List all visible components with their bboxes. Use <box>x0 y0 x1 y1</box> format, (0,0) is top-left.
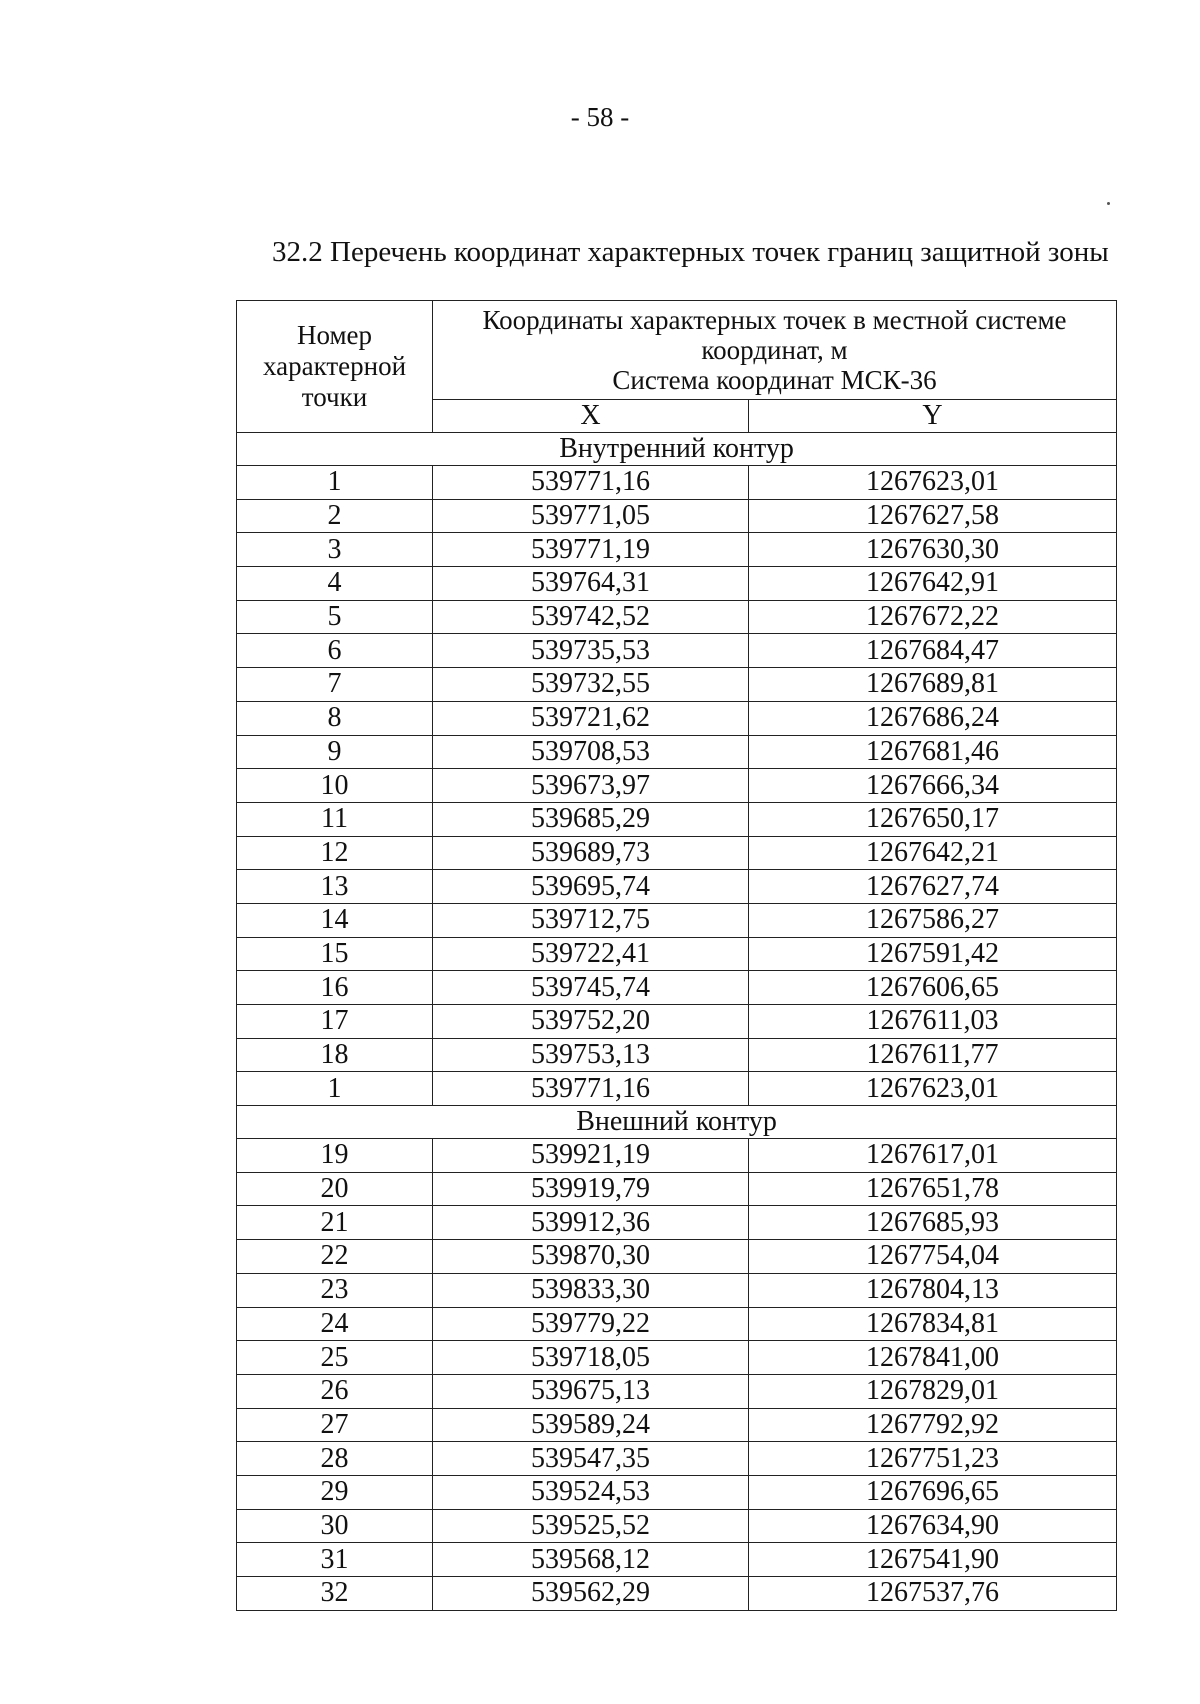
x-coordinate-cell: 539771,19 <box>433 533 749 567</box>
x-coordinate-cell: 539708,53 <box>433 735 749 769</box>
y-coordinate-cell: 1267672,22 <box>749 600 1117 634</box>
point-number-cell: 3 <box>237 533 433 567</box>
point-number-cell: 10 <box>237 769 433 803</box>
x-coordinate-cell: 539721,62 <box>433 701 749 735</box>
table-row <box>237 1408 1117 1442</box>
x-coordinate-cell: 539919,79 <box>433 1172 749 1206</box>
x-coordinate-cell: 539562,29 <box>433 1577 749 1611</box>
table-row <box>237 1509 1117 1543</box>
table-row <box>237 1005 1117 1039</box>
x-coordinate-cell: 539870,30 <box>433 1240 749 1274</box>
table-row <box>237 870 1117 904</box>
point-number-cell: 11 <box>237 802 433 836</box>
point-number-cell: 1 <box>237 1072 433 1106</box>
x-coordinate-cell: 539675,13 <box>433 1374 749 1408</box>
point-number-cell: 19 <box>237 1139 433 1173</box>
y-coordinate-cell: 1267642,91 <box>749 567 1117 601</box>
table-row <box>237 937 1117 971</box>
table-row <box>237 1273 1117 1307</box>
point-number-cell: 17 <box>237 1005 433 1039</box>
y-coordinate-cell: 1267623,01 <box>749 466 1117 500</box>
y-coordinate-cell: 1267650,17 <box>749 802 1117 836</box>
point-number-cell: 4 <box>237 567 433 601</box>
y-coordinate-cell: 1267751,23 <box>749 1442 1117 1476</box>
header-x: X <box>433 400 749 433</box>
point-number-cell: 22 <box>237 1240 433 1274</box>
table-row <box>237 567 1117 601</box>
y-coordinate-cell: 1267617,01 <box>749 1139 1117 1173</box>
header-coordinates-line-1: Координаты характерных точек в местной системе <box>482 305 1067 335</box>
y-coordinate-cell: 1267586,27 <box>749 903 1117 937</box>
y-coordinate-cell: 1267689,81 <box>749 668 1117 702</box>
y-coordinate-cell: 1267685,93 <box>749 1206 1117 1240</box>
x-coordinate-cell: 539753,13 <box>433 1038 749 1072</box>
header-point-number-line-1: Номер <box>296 320 373 350</box>
x-coordinate-cell: 539921,19 <box>433 1139 749 1173</box>
table-row <box>237 668 1117 702</box>
point-number-cell: 25 <box>237 1341 433 1375</box>
x-coordinate-cell: 539742,52 <box>433 600 749 634</box>
y-coordinate-cell: 1267591,42 <box>749 937 1117 971</box>
coordinates-table-body <box>237 301 1117 1611</box>
y-coordinate-cell: 1267630,30 <box>749 533 1117 567</box>
y-coordinate-cell: 1267651,78 <box>749 1172 1117 1206</box>
table-row <box>237 1206 1117 1240</box>
x-coordinate-cell: 539732,55 <box>433 668 749 702</box>
point-number-cell: 31 <box>237 1543 433 1577</box>
x-coordinate-cell: 539752,20 <box>433 1005 749 1039</box>
table-row <box>237 802 1117 836</box>
y-coordinate-cell: 1267681,46 <box>749 735 1117 769</box>
table-row <box>237 701 1117 735</box>
y-coordinate-cell: 1267541,90 <box>749 1543 1117 1577</box>
point-number-cell: 13 <box>237 870 433 904</box>
coordinates-table <box>236 300 1117 1611</box>
header-point-number-line-2: характерной <box>262 351 407 381</box>
point-number-cell: 16 <box>237 971 433 1005</box>
point-number-cell: 9 <box>237 735 433 769</box>
table-row <box>237 1577 1117 1611</box>
table-row <box>237 735 1117 769</box>
header-point-number <box>237 301 433 433</box>
y-coordinate-cell: 1267696,65 <box>749 1475 1117 1509</box>
point-number-cell: 24 <box>237 1307 433 1341</box>
header-point-number-line-3: точки <box>301 382 368 412</box>
x-coordinate-cell: 539547,35 <box>433 1442 749 1476</box>
x-coordinate-cell: 539764,31 <box>433 567 749 601</box>
point-number-cell: 14 <box>237 903 433 937</box>
table-row <box>237 499 1117 533</box>
section-header: Внешний контур <box>237 1106 1117 1139</box>
point-number-cell: 29 <box>237 1475 433 1509</box>
x-coordinate-cell: 539722,41 <box>433 937 749 971</box>
point-number-cell: 26 <box>237 1374 433 1408</box>
table-row <box>237 634 1117 668</box>
section-header-row <box>237 1106 1117 1139</box>
y-coordinate-cell: 1267623,01 <box>749 1072 1117 1106</box>
y-coordinate-cell: 1267627,58 <box>749 499 1117 533</box>
y-coordinate-cell: 1267611,03 <box>749 1005 1117 1039</box>
x-coordinate-cell: 539685,29 <box>433 802 749 836</box>
point-number-cell: 23 <box>237 1273 433 1307</box>
x-coordinate-cell: 539589,24 <box>433 1408 749 1442</box>
y-coordinate-cell: 1267666,34 <box>749 769 1117 803</box>
table-header-row <box>237 301 1117 400</box>
point-number-cell: 7 <box>237 668 433 702</box>
y-coordinate-cell: 1267684,47 <box>749 634 1117 668</box>
y-coordinate-cell: 1267611,77 <box>749 1038 1117 1072</box>
point-number-cell: 2 <box>237 499 433 533</box>
table-row <box>237 971 1117 1005</box>
x-coordinate-cell: 539695,74 <box>433 870 749 904</box>
x-coordinate-cell: 539833,30 <box>433 1273 749 1307</box>
table-row <box>237 533 1117 567</box>
point-number-cell: 8 <box>237 701 433 735</box>
section-header-row <box>237 433 1117 466</box>
x-coordinate-cell: 539718,05 <box>433 1341 749 1375</box>
point-number-cell: 6 <box>237 634 433 668</box>
x-coordinate-cell: 539568,12 <box>433 1543 749 1577</box>
x-coordinate-cell: 539779,22 <box>433 1307 749 1341</box>
table-row <box>237 466 1117 500</box>
y-coordinate-cell: 1267537,76 <box>749 1577 1117 1611</box>
table-row <box>237 769 1117 803</box>
header-coordinates-title <box>433 301 1117 400</box>
table-row <box>237 903 1117 937</box>
x-coordinate-cell: 539771,05 <box>433 499 749 533</box>
table-row <box>237 600 1117 634</box>
scan-speck <box>1107 202 1110 205</box>
header-y: Y <box>749 400 1117 433</box>
point-number-cell: 15 <box>237 937 433 971</box>
y-coordinate-cell: 1267834,81 <box>749 1307 1117 1341</box>
x-coordinate-cell: 539689,73 <box>433 836 749 870</box>
table-row <box>237 1307 1117 1341</box>
table-row <box>237 1374 1117 1408</box>
point-number-cell: 18 <box>237 1038 433 1072</box>
x-coordinate-cell: 539771,16 <box>433 466 749 500</box>
point-number-cell: 12 <box>237 836 433 870</box>
y-coordinate-cell: 1267627,74 <box>749 870 1117 904</box>
x-coordinate-cell: 539771,16 <box>433 1072 749 1106</box>
x-coordinate-cell: 539912,36 <box>433 1206 749 1240</box>
x-coordinate-cell: 539673,97 <box>433 769 749 803</box>
y-coordinate-cell: 1267841,00 <box>749 1341 1117 1375</box>
table-row <box>237 1139 1117 1173</box>
point-number-cell: 32 <box>237 1577 433 1611</box>
header-coordinates-line-2: координат, м <box>701 335 848 365</box>
point-number-cell: 20 <box>237 1172 433 1206</box>
point-number-cell: 28 <box>237 1442 433 1476</box>
point-number-cell: 27 <box>237 1408 433 1442</box>
point-number-cell: 30 <box>237 1509 433 1543</box>
y-coordinate-cell: 1267754,04 <box>749 1240 1117 1274</box>
y-coordinate-cell: 1267792,92 <box>749 1408 1117 1442</box>
x-coordinate-cell: 539712,75 <box>433 903 749 937</box>
x-coordinate-cell: 539525,52 <box>433 1509 749 1543</box>
section-header: Внутренний контур <box>237 433 1117 466</box>
header-coordinates-line-3: Система координат МСК-36 <box>612 365 937 395</box>
table-row <box>237 1442 1117 1476</box>
y-coordinate-cell: 1267804,13 <box>749 1273 1117 1307</box>
y-coordinate-cell: 1267642,21 <box>749 836 1117 870</box>
table-row <box>237 1038 1117 1072</box>
y-coordinate-cell: 1267634,90 <box>749 1509 1117 1543</box>
table-row <box>237 1475 1117 1509</box>
x-coordinate-cell: 539745,74 <box>433 971 749 1005</box>
table-row <box>237 1341 1117 1375</box>
point-number-cell: 5 <box>237 600 433 634</box>
y-coordinate-cell: 1267686,24 <box>749 701 1117 735</box>
table-row <box>237 1172 1117 1206</box>
point-number-cell: 21 <box>237 1206 433 1240</box>
table-row <box>237 836 1117 870</box>
x-coordinate-cell: 539735,53 <box>433 634 749 668</box>
table-row <box>237 1240 1117 1274</box>
y-coordinate-cell: 1267606,65 <box>749 971 1117 1005</box>
table-row <box>237 1543 1117 1577</box>
x-coordinate-cell: 539524,53 <box>433 1475 749 1509</box>
table-row <box>237 1072 1117 1106</box>
section-title: 32.2 Перечень координат характерных точек границ защитной зоны <box>272 236 1109 268</box>
y-coordinate-cell: 1267829,01 <box>749 1374 1117 1408</box>
page-number: - 58 - <box>570 102 630 132</box>
point-number-cell: 1 <box>237 466 433 500</box>
